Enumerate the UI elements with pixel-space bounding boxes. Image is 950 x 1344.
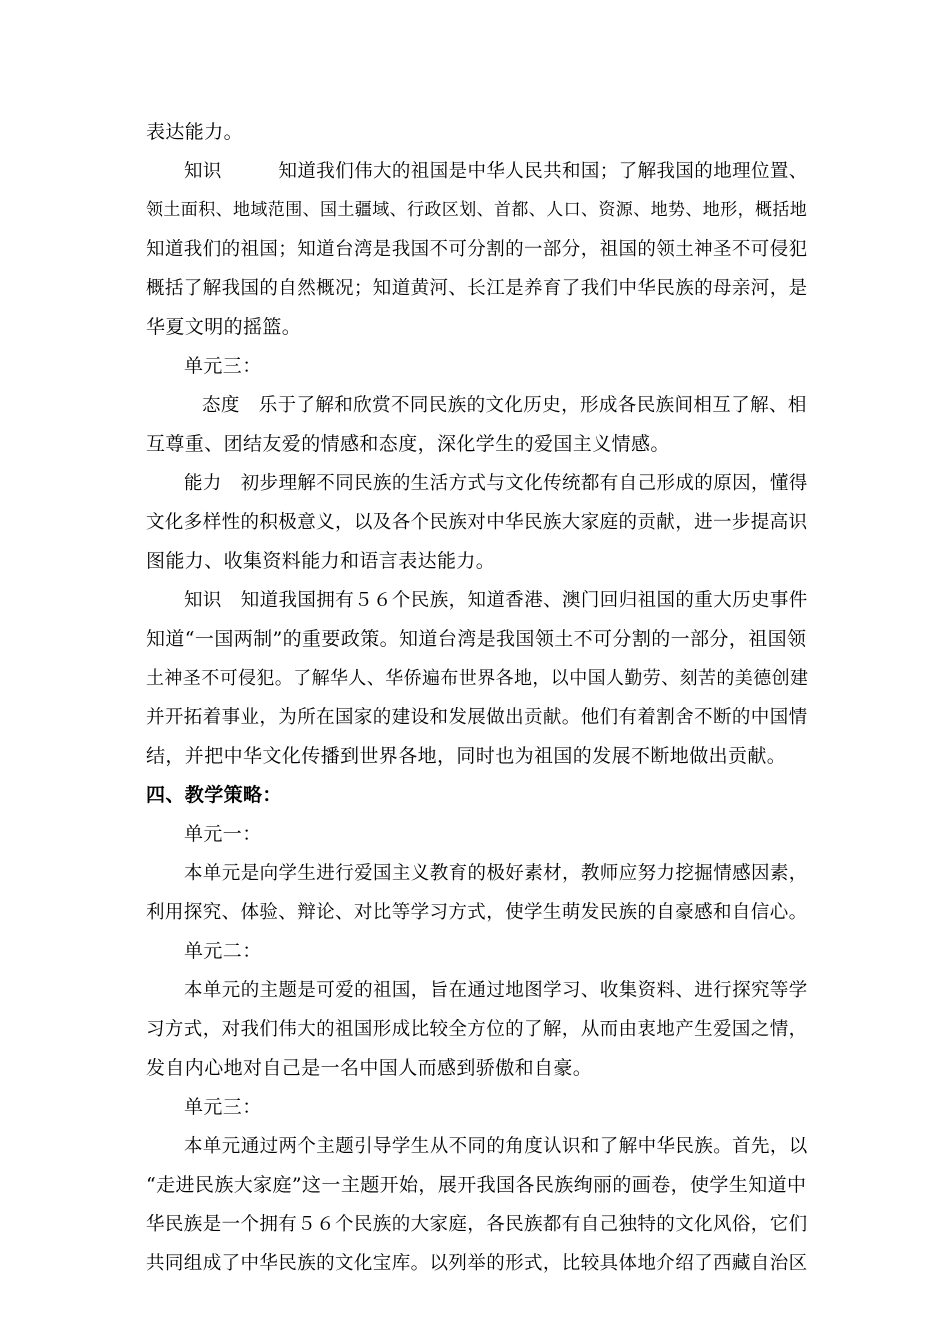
text-line: 结，并把中华文化传播到世界各地，同时也为祖国的发展不断地做出贡献。: [146, 745, 787, 767]
text-line: 知识 知道我国拥有５６个民族，知道香港、澳门回归祖国的重大历史事件: [184, 590, 808, 611]
text-line: 共同组成了中华民族的文化宝库。以列举的形式，比较具体地介绍了西藏自治区: [146, 1253, 808, 1274]
text-line: 互尊重、团结友爱的情感和态度，深化学生的爱国主义情感。: [146, 433, 670, 455]
text-line: 本单元是向学生进行爱国主义教育的极好素材，教师应努力挖掘情感因素，: [184, 863, 808, 884]
text-line: 华夏文明的摇篮。: [146, 316, 302, 338]
text-line: 概括了解我国的自然概况；知道黄河、长江是养育了我们中华民族的母亲河，是: [146, 278, 808, 299]
text-line: 图能力、收集资料能力和语言表达能力。: [146, 550, 496, 572]
text-line: 本单元通过两个主题引导学生从不同的角度认识和了解中华民族。首先，以: [184, 1136, 808, 1157]
section-heading: 四、教学策略：: [146, 784, 282, 806]
text-line: 习方式，对我们伟大的祖国形成比较全方位的了解，从而由衷地产生爱国之情，: [146, 1019, 808, 1040]
text-line: 知道“一国两制”的重要政策。知道台湾是我国领土不可分割的一部分，祖国领: [146, 628, 807, 650]
text-line: 知道我们的祖国；知道台湾是我国不可分割的一部分，祖国的领土神圣不可侵犯: [146, 239, 808, 260]
text-line: 并开拓着事业，为所在国家的建设和发展做出贡献。他们有着割舍不断的中国情: [146, 707, 808, 728]
text-line: 单元三：: [184, 1096, 262, 1118]
text-line: 华民族是一个拥有５６个民族的大家庭，各民族都有自己独特的文化风俗，它们: [146, 1214, 808, 1235]
text-line: 利用探究、体验、辩论、对比等学习方式，使学生萌发民族的自豪感和自信心。: [146, 902, 808, 923]
text-line: 表达能力。: [146, 121, 244, 143]
text-line: 单元三：: [184, 355, 262, 377]
text-line: 能力 初步理解不同民族的生活方式与文化传统都有自己形成的原因，懂得: [184, 473, 808, 494]
text-line: 土神圣不可侵犯。了解华人、华侨遍布世界各地，以中国人勤劳、刻苦的美德创建: [146, 668, 809, 689]
text-line: “走进民族大家庭”这一主题开始，展开我国各民族绚丽的画卷，使学生知道中: [146, 1174, 807, 1196]
text-line: 领土面积、地域范围、国土疆域、行政区划、首都、人口、资源、地势、地形，概括地: [146, 200, 808, 220]
text-line: 知识 知道我们伟大的祖国是中华人民共和国；了解我国的地理位置、: [184, 161, 808, 182]
text-line: 单元一：: [184, 823, 262, 845]
text-line: 发自内心地对自己是一名中国人而感到骄傲和自豪。: [146, 1057, 593, 1079]
text-line: 文化多样性的积极意义，以及各个民族对中华民族大家庭的贡献，进一步提高识: [146, 512, 808, 533]
text-line: 本单元的主题是可爱的祖国，旨在通过地图学习、收集资料、进行探究等学: [184, 980, 808, 1001]
document-page: [146, 113, 814, 1283]
text-line: 单元二：: [184, 940, 262, 962]
text-line: 态度 乐于了解和欣赏不同民族的文化历史，形成各民族间相互了解、相: [202, 395, 807, 416]
